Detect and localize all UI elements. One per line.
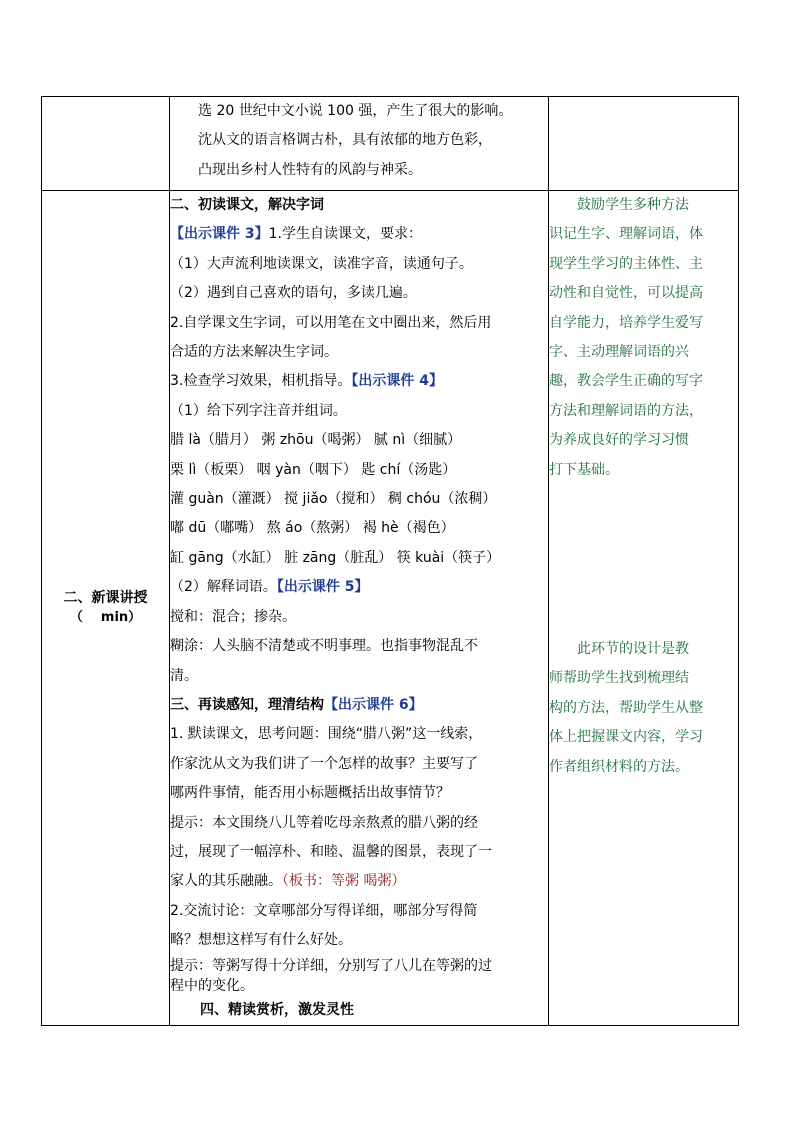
content-line: （2）遇到自己喜欢的语句，多读几遍。 xyxy=(170,285,417,302)
hint-line: 过，展现了一幅淳朴、和睦、温馨的图景，表现了一 xyxy=(170,843,492,860)
teaching-content-cell xyxy=(170,191,549,1026)
content-line: 【出示课件 3】1.学生自读课文，要求： xyxy=(170,226,422,243)
design-note: 为养成良好的学习习惯 xyxy=(549,432,689,449)
content-line: 2.自学课文生字词，可以用笔在文中圈出来，然后用 xyxy=(170,314,492,331)
design-note: 方法和理解词语的方法， xyxy=(549,402,703,419)
design-note: 师帮助学生找到梳理结 xyxy=(549,670,689,687)
content-line: （2）解释词语。【出示课件 5】 xyxy=(170,579,369,596)
hint-line: 家人的其乐融融。（板书：等粥 喝粥） xyxy=(170,873,406,890)
table-row xyxy=(42,97,739,191)
spacer xyxy=(549,485,738,635)
intro-line: 沈从文的语言格调古朴，具有浓郁的地方色彩， xyxy=(198,132,492,149)
content-line: （1）大声流利地读课文，读准字音，读通句子。 xyxy=(170,255,473,272)
content-line: 3.检查学习效果，相机指导。【出示课件 4】 xyxy=(170,373,443,390)
content-line: 2.交流讨论：文章哪部分写得详细，哪部分写得简 xyxy=(170,902,478,919)
design-note: 构的方法，帮助学生从整 xyxy=(549,699,703,716)
content-line: 1. 默读课文，思考问题：围绕“腊八粥”这一线索， xyxy=(170,726,483,743)
design-note: 体上把握课文内容，学习 xyxy=(549,729,703,746)
word-line: 嘟 dū（嘟嘴） 熬 áo（熬粥） 褐 hè（褐色） xyxy=(170,520,455,537)
hint-line: 程中的变化。 xyxy=(170,977,254,994)
content-line: 哪两件事情，能否用小标题概括出故事情节？ xyxy=(170,785,450,802)
word-line: 栗 lì（板栗） 咽 yàn（咽下） 匙 chí（汤匙） xyxy=(170,461,457,478)
intro-line: 凸现出乡村人性特有的风韵与神采。 xyxy=(198,161,422,178)
table-row xyxy=(42,191,739,1026)
design-note: 趣，教会学生正确的写字 xyxy=(549,373,703,390)
word-line: 缸 gāng（水缸） 脏 zāng（脏乱） 筷 kuài（筷子） xyxy=(170,549,501,566)
courseware-tag: 【出示课件 6】 xyxy=(324,696,423,713)
definition-line: 糊涂：人头脑不清楚或不明事理。也指事物混乱不 xyxy=(170,638,478,655)
content-line: 合适的方法来解决生字词。 xyxy=(170,344,338,361)
stage-cell xyxy=(42,191,170,1026)
design-note: 动性和自觉性，可以提高 xyxy=(549,285,703,302)
stage-label: 二、新课讲授 xyxy=(63,589,148,606)
design-notes-cell xyxy=(549,191,739,1026)
design-note: 打下基础。 xyxy=(549,461,619,478)
hint-line: 提示：本文围绕八儿等着吃母亲熬煮的腊八粥的经 xyxy=(170,814,478,831)
section-heading: 四、精读赏析，激发灵性 xyxy=(200,1001,354,1018)
design-note: 识记生字、理解词语，体 xyxy=(549,226,703,243)
stage-cell-empty xyxy=(42,97,170,191)
content-line: （1）给下列字注音并组词。 xyxy=(170,402,347,419)
definition-line: 搅和：混合；掺杂。 xyxy=(170,608,296,625)
design-note: 字、主动理解词语的兴 xyxy=(549,344,689,361)
design-note: 现学生学习的主体性、主 xyxy=(549,255,703,272)
word-line: 灌 guàn（灌溉） 搅 jiǎo（搅和） 稠 chóu（浓稠） xyxy=(170,491,497,508)
author-intro-cell xyxy=(170,97,549,191)
design-note: 作者组织材料的方法。 xyxy=(549,758,689,775)
courseware-tag: 【出示课件 5】 xyxy=(276,579,369,596)
courseware-tag: 【出示课件 3】 xyxy=(170,226,269,243)
courseware-tag: 【出示课件 4】 xyxy=(351,373,443,390)
design-note: 此环节的设计是教 xyxy=(577,641,689,658)
content-line: 略？想想这样写有什么好处。 xyxy=(170,932,352,949)
board-note: （板书：等粥 喝粥） xyxy=(282,873,406,890)
intro-line: 选 20 世纪中文小说 100 强，产生了很大的影响。 xyxy=(198,103,513,119)
design-note: 自学能力，培养学生爱写 xyxy=(549,314,703,331)
content-line: 作家沈从文为我们讲了一个怎样的故事？主要写了 xyxy=(170,755,478,772)
section-heading: 三、再读感知，理清结构【出示课件 6】 xyxy=(170,696,423,713)
definition-line: 清。 xyxy=(170,667,198,684)
word-line: 腊 là（腊月） 粥 zhōu（喝粥） 腻 nì（细腻） xyxy=(170,432,462,449)
note-cell-empty xyxy=(549,97,739,191)
lesson-plan-table xyxy=(41,96,739,1026)
stage-time: （ min） xyxy=(69,609,142,625)
hint-line: 提示：等粥写得十分详细，分别写了八儿在等粥的过 xyxy=(170,957,492,974)
section-heading: 二、初读课文，解决字词 xyxy=(170,197,324,213)
design-note: 鼓励学生多种方法 xyxy=(577,197,689,213)
